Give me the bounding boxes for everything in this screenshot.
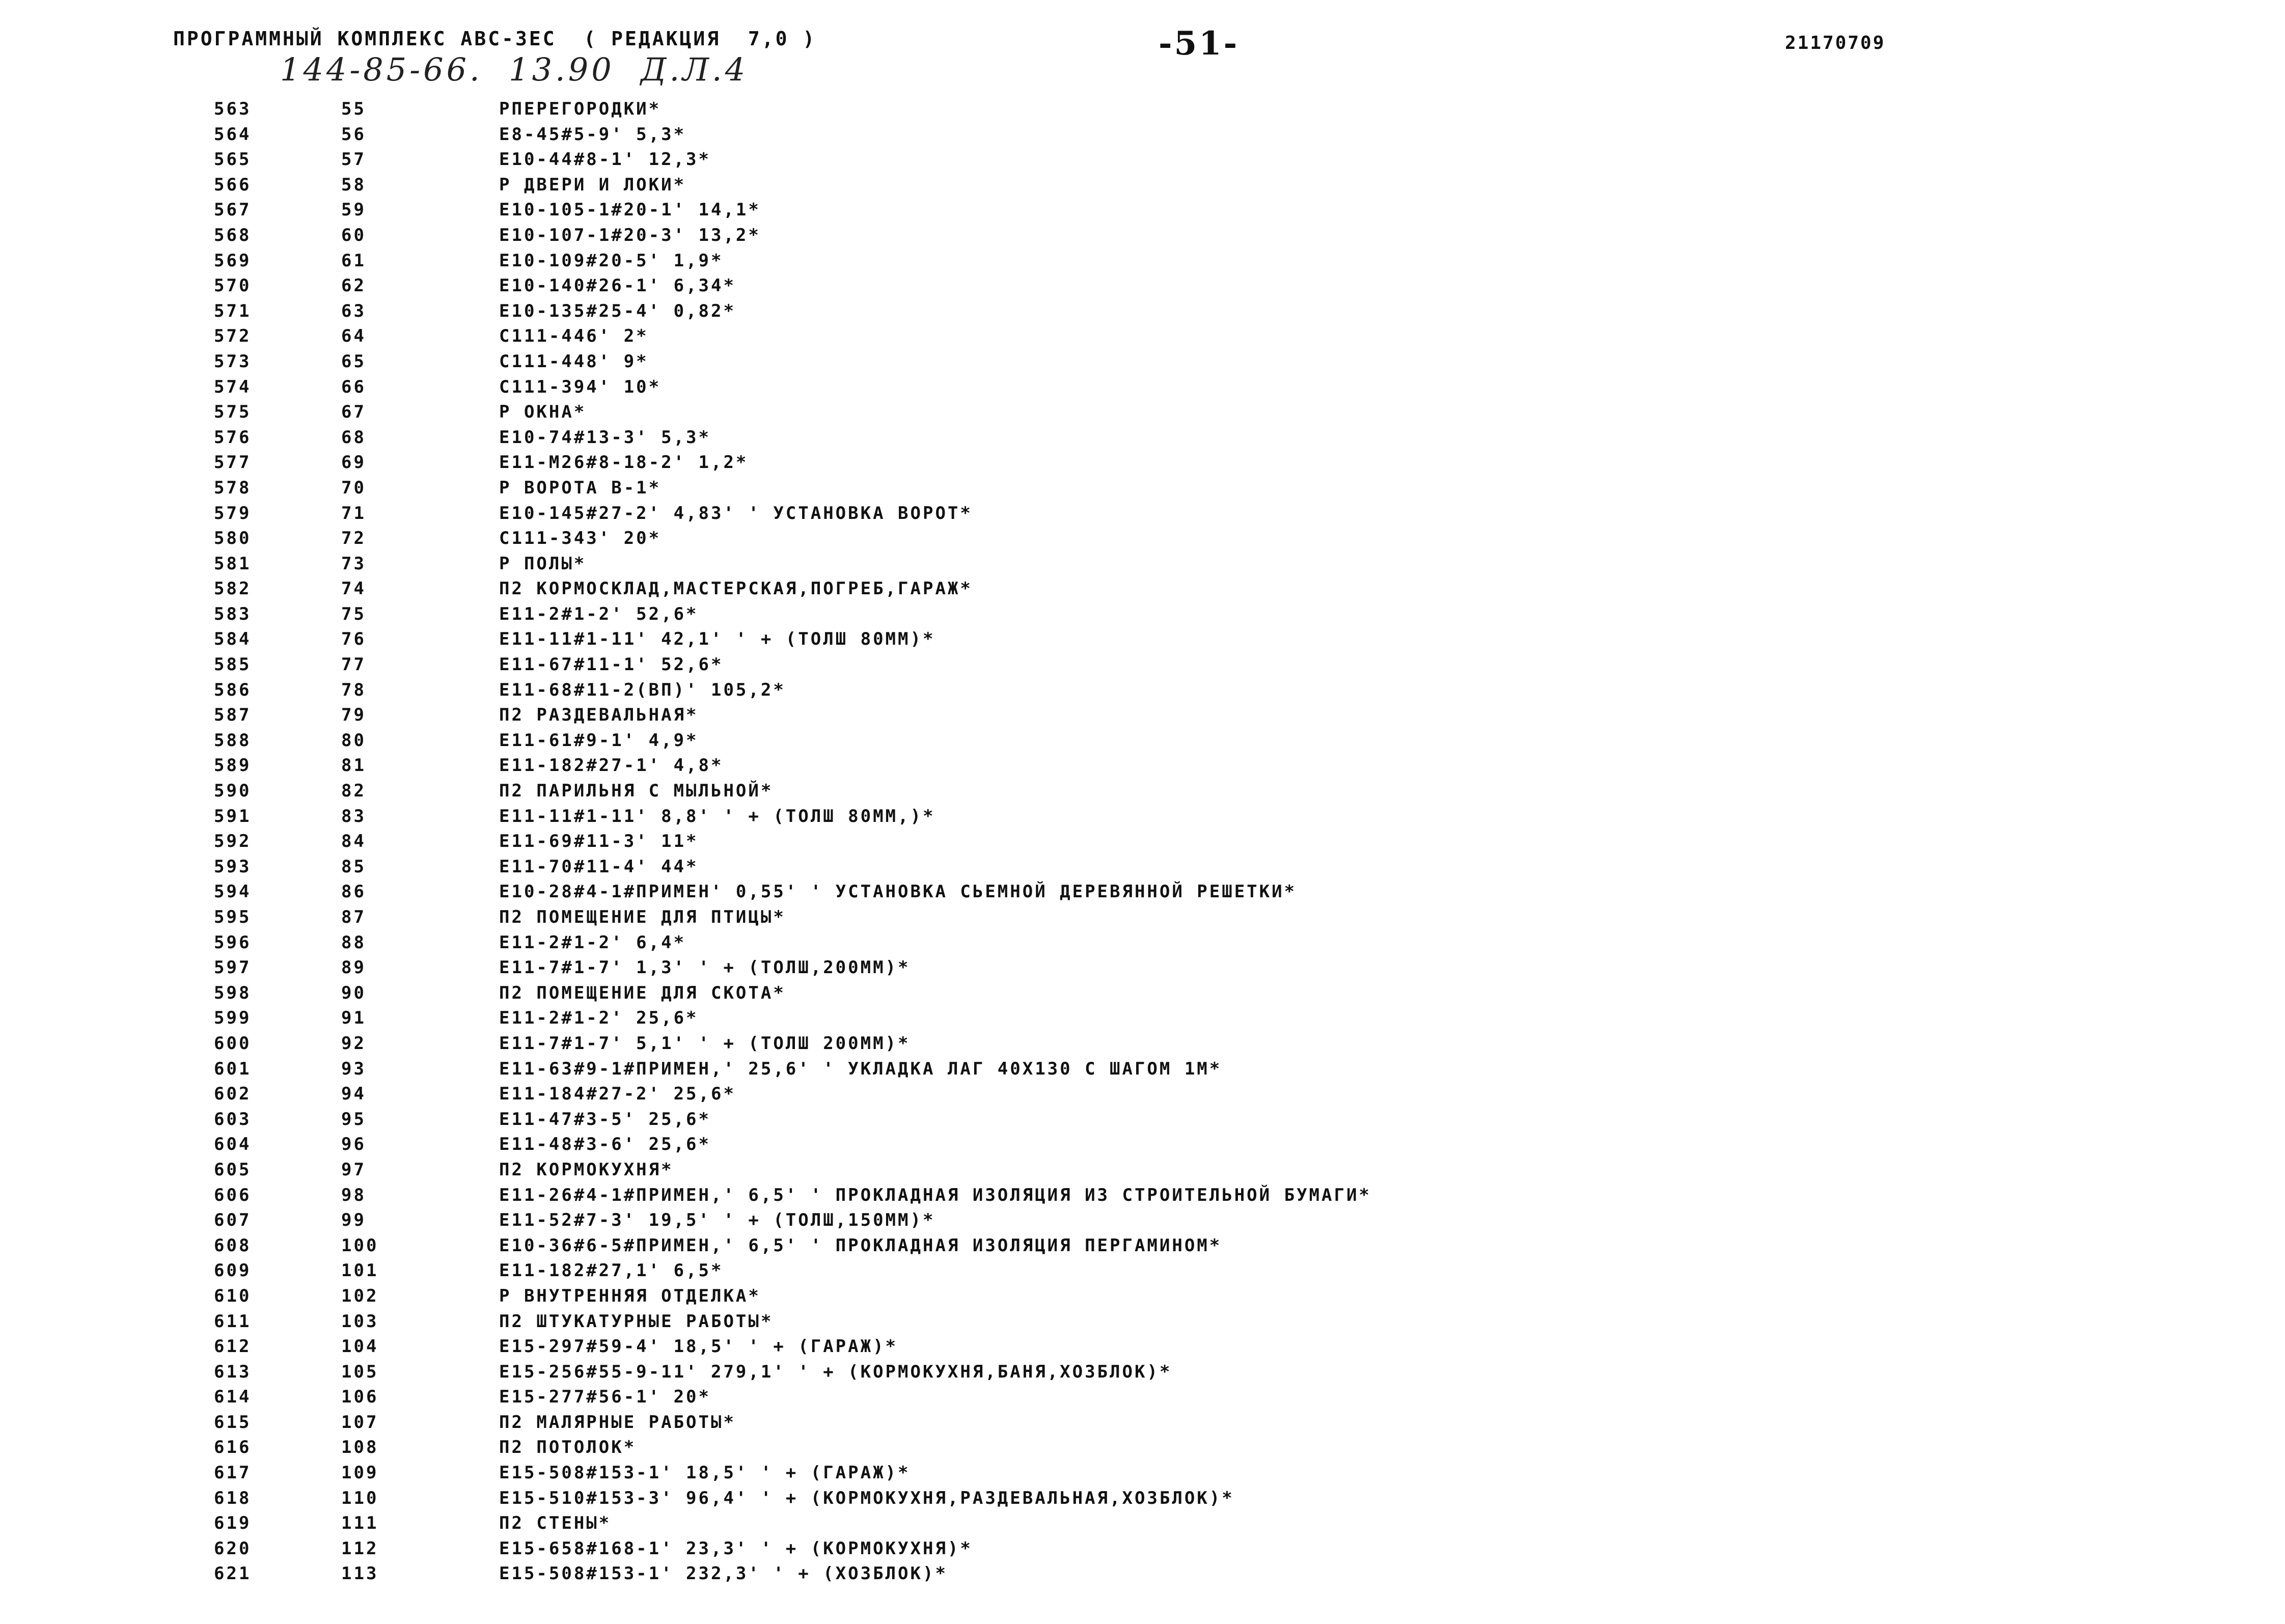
listing-row <box>214 1561 2149 1587</box>
listing-row <box>214 1486 2149 1511</box>
line-sequence-number: 585 <box>214 654 252 675</box>
item-number: 63 <box>341 300 366 321</box>
item-text: Р ВНУТРЕННЯЯ ОТДЕЛКА* <box>499 1285 761 1306</box>
item-number: 69 <box>341 452 366 473</box>
item-text: С111-448' 9* <box>499 351 649 372</box>
item-number: 57 <box>341 149 366 170</box>
item-text: Е11-61#9-1' 4,9* <box>499 730 699 751</box>
item-number: 74 <box>341 579 366 599</box>
line-sequence-number: 596 <box>214 932 252 953</box>
line-sequence-number: 598 <box>214 982 252 1003</box>
listing-row <box>214 1410 2149 1436</box>
item-text: Е11-67#11-1' 52,6* <box>499 654 724 675</box>
line-sequence-number: 580 <box>214 528 252 549</box>
line-sequence-number: 621 <box>214 1563 252 1584</box>
item-text: Е10-105-1#20-1' 14,1* <box>499 200 761 221</box>
item-text: Е11-182#27-1' 4,8* <box>499 755 724 776</box>
listing-row <box>214 1006 2149 1031</box>
item-number: 108 <box>341 1437 379 1458</box>
listing-row <box>214 855 2149 880</box>
listing-row <box>214 930 2149 956</box>
line-sequence-number: 576 <box>214 427 252 448</box>
listing-row <box>214 703 2149 728</box>
listing-row <box>214 97 2149 122</box>
item-text: Е11-26#4-1#ПРИМЕН,' 6,5' ' ПРОКЛАДНАЯ ИЗОЛЯЦИЯ ИЗ СТРОИТЕЛЬНОЙ БУМАГИ* <box>499 1185 1371 1205</box>
item-number: 75 <box>341 603 366 624</box>
item-number: 64 <box>341 326 366 347</box>
item-text: Р ПОЛЫ* <box>499 553 587 574</box>
line-sequence-number: 581 <box>214 553 252 574</box>
line-sequence-number: 605 <box>214 1159 252 1180</box>
listing-row <box>214 526 2149 552</box>
estimate-listing <box>214 97 2149 1587</box>
item-number: 111 <box>341 1513 379 1534</box>
item-number: 113 <box>341 1563 379 1584</box>
listing-row <box>214 879 2149 905</box>
line-sequence-number: 578 <box>214 477 252 498</box>
item-text: П2 ПОМЕЩЕНИЕ ДЛЯ ПТИЦЫ* <box>499 907 786 927</box>
line-sequence-number: 573 <box>214 351 252 372</box>
item-number: 81 <box>341 755 366 776</box>
line-sequence-number: 609 <box>214 1260 252 1281</box>
line-sequence-number: 570 <box>214 276 252 296</box>
listing-row <box>214 753 2149 779</box>
listing-row <box>214 955 2149 981</box>
item-text: Е10-28#4-1#ПРИМЕН' 0,55' ' УСТАНОВКА СЬЕМНОЙ ДЕРЕВЯННОЙ РЕШЕТКИ* <box>499 882 1297 902</box>
listing-row <box>214 1258 2149 1284</box>
item-number: 65 <box>341 351 366 372</box>
listing-row <box>214 1309 2149 1335</box>
item-number: 86 <box>341 882 366 902</box>
page-header <box>173 24 1956 91</box>
line-sequence-number: 608 <box>214 1235 252 1256</box>
line-sequence-number: 589 <box>214 755 252 776</box>
listing-row <box>214 223 2149 249</box>
item-text: Е11-7#1-7' 5,1' ' + (ТОЛШ 200ММ)* <box>499 1033 911 1054</box>
item-text: Е11-184#27-2' 25,6* <box>499 1084 736 1105</box>
item-number: 92 <box>341 1033 366 1054</box>
item-number: 99 <box>341 1210 366 1231</box>
line-sequence-number: 583 <box>214 603 252 624</box>
line-sequence-number: 571 <box>214 300 252 321</box>
item-text: Е10-36#6-5#ПРИМЕН,' 6,5' ' ПРОКЛАДНАЯ ИЗОЛЯЦИЯ ПЕРГАМИНОМ* <box>499 1235 1222 1256</box>
item-text: РПЕРЕГОРОДКИ* <box>499 99 662 119</box>
item-number: 67 <box>341 402 366 423</box>
item-text: П2 КОРМОСКЛАД,МАСТЕРСКАЯ,ПОГРЕБ,ГАРАЖ* <box>499 579 973 599</box>
item-text: Е11-63#9-1#ПРИМЕН,' 25,6' ' УКЛАДКА ЛАГ 40Х130 С ШАГОМ 1М* <box>499 1058 1222 1079</box>
listing-row <box>214 375 2149 400</box>
line-sequence-number: 569 <box>214 250 252 271</box>
item-number: 95 <box>341 1109 366 1130</box>
listing-row <box>214 122 2149 148</box>
item-number: 100 <box>341 1235 379 1256</box>
listing-row <box>214 476 2149 501</box>
item-number: 97 <box>341 1159 366 1180</box>
line-sequence-number: 601 <box>214 1058 252 1079</box>
line-sequence-number: 599 <box>214 1008 252 1029</box>
item-number: 88 <box>341 932 366 953</box>
item-number: 103 <box>341 1311 379 1332</box>
line-sequence-number: 565 <box>214 149 252 170</box>
item-number: 104 <box>341 1336 379 1357</box>
listing-row <box>214 1132 2149 1158</box>
item-number: 76 <box>341 629 366 650</box>
item-number: 71 <box>341 503 366 524</box>
listing-row <box>214 324 2149 349</box>
item-number: 77 <box>341 654 366 675</box>
item-text: Е10-44#8-1' 12,3* <box>499 149 711 170</box>
item-text: П2 ПОМЕЩЕНИЕ ДЛЯ СКОТА* <box>499 982 786 1003</box>
item-text: Е15-508#153-1' 18,5' ' + (ГАРАЖ)* <box>499 1463 911 1483</box>
item-number: 101 <box>341 1260 379 1281</box>
listing-row <box>214 198 2149 223</box>
item-number: 59 <box>341 200 366 221</box>
line-sequence-number: 563 <box>214 99 252 119</box>
item-text: Е15-658#168-1' 23,3' ' + (КОРМОКУХНЯ)* <box>499 1538 973 1559</box>
listing-row <box>214 173 2149 198</box>
line-sequence-number: 579 <box>214 503 252 524</box>
item-number: 79 <box>341 705 366 726</box>
listing-row <box>214 905 2149 930</box>
line-sequence-number: 607 <box>214 1210 252 1231</box>
line-sequence-number: 588 <box>214 730 252 751</box>
item-text: Е15-277#56-1' 20* <box>499 1387 711 1408</box>
item-number: 66 <box>341 376 366 397</box>
listing-row <box>214 1158 2149 1183</box>
item-text: Е11-47#3-5' 25,6* <box>499 1109 711 1130</box>
item-text: Е10-109#20-5' 1,9* <box>499 250 724 271</box>
listing-row <box>214 1435 2149 1461</box>
item-text: Е11-52#7-3' 19,5' ' + (ТОЛШ,150ММ)* <box>499 1210 935 1231</box>
item-text: Е11-2#1-2' 6,4* <box>499 932 686 953</box>
item-number: 78 <box>341 679 366 700</box>
item-number: 80 <box>341 730 366 751</box>
item-number: 91 <box>341 1008 366 1029</box>
item-text: Е11-М26#8-18-2' 1,2* <box>499 452 749 473</box>
line-sequence-number: 619 <box>214 1513 252 1534</box>
listing-row <box>214 501 2149 527</box>
item-text: Е15-508#153-1' 232,3' ' + (ХОЗБЛОК)* <box>499 1563 948 1584</box>
listing-row <box>214 804 2149 830</box>
listing-row <box>214 273 2149 299</box>
item-text: П2 ПОТОЛОК* <box>499 1437 637 1458</box>
item-number: 109 <box>341 1463 379 1483</box>
line-sequence-number: 597 <box>214 957 252 978</box>
item-text: Е11-70#11-4' 44* <box>499 856 699 877</box>
handwritten-note: 144-85-66. 13.90 Д.Л.4 <box>280 51 749 88</box>
line-sequence-number: 587 <box>214 705 252 726</box>
item-text: Е10-74#13-3' 5,3* <box>499 427 711 448</box>
listing-row <box>214 1461 2149 1486</box>
item-number: 73 <box>341 553 366 574</box>
item-text: Е11-69#11-3' 11* <box>499 831 699 852</box>
line-sequence-number: 577 <box>214 452 252 473</box>
listing-row <box>214 652 2149 678</box>
listing-row <box>214 1334 2149 1360</box>
line-sequence-number: 564 <box>214 124 252 145</box>
item-text: П2 ШТУКАТУРНЫЕ РАБОТЫ* <box>499 1311 774 1332</box>
line-sequence-number: 616 <box>214 1437 252 1458</box>
item-text: Е11-182#27,1' 6,5* <box>499 1260 724 1281</box>
line-sequence-number: 575 <box>214 402 252 423</box>
listing-row <box>214 425 2149 451</box>
item-number: 94 <box>341 1084 366 1105</box>
item-text: П2 ПАРИЛЬНЯ С МЫЛЬНОЙ* <box>499 781 774 802</box>
listing-row <box>214 450 2149 476</box>
item-number: 102 <box>341 1285 379 1306</box>
item-text: Е11-48#3-6' 25,6* <box>499 1134 711 1155</box>
listing-row <box>214 1385 2149 1410</box>
line-sequence-number: 611 <box>214 1311 252 1332</box>
item-number: 62 <box>341 276 366 296</box>
item-number: 110 <box>341 1488 379 1508</box>
item-text: П2 МАЛЯРНЫЕ РАБОТЫ* <box>499 1412 736 1433</box>
listing-row <box>214 1284 2149 1309</box>
listing-row <box>214 1183 2149 1208</box>
item-number: 56 <box>341 124 366 145</box>
listing-row <box>214 400 2149 425</box>
item-text: С111-343' 20* <box>499 528 662 549</box>
item-text: Е11-11#1-11' 8,8' ' + (ТОЛШ 80ММ,)* <box>499 806 935 827</box>
listing-row <box>214 249 2149 274</box>
line-sequence-number: 613 <box>214 1361 252 1382</box>
item-text: Е15-256#55-9-11' 279,1' ' + (КОРМОКУХНЯ,БАНЯ,ХОЗБЛОК)* <box>499 1361 1172 1382</box>
item-text: Е10-145#27-2' 4,83' ' УСТАНОВКА ВОРОТ* <box>499 503 973 524</box>
listing-row <box>214 147 2149 173</box>
document-code: 21170709 <box>1785 33 1886 53</box>
line-sequence-number: 566 <box>214 174 252 195</box>
item-number: 107 <box>341 1412 379 1433</box>
item-text: С111-394' 10* <box>499 376 662 397</box>
item-text: Е10-107-1#20-3' 13,2* <box>499 225 761 245</box>
item-text: Е11-2#1-2' 25,6* <box>499 1008 699 1029</box>
item-text: Е15-510#153-3' 96,4' ' + (КОРМОКУХНЯ,РАЗДЕВАЛЬНАЯ,ХОЗБЛОК)* <box>499 1488 1234 1508</box>
item-text: П2 СТЕНЫ* <box>499 1513 612 1534</box>
item-number: 90 <box>341 982 366 1003</box>
item-text: Е10-140#26-1' 6,34* <box>499 276 736 296</box>
item-number: 72 <box>341 528 366 549</box>
listing-row <box>214 349 2149 375</box>
line-sequence-number: 602 <box>214 1084 252 1105</box>
listing-row <box>214 1536 2149 1562</box>
item-text: Е15-297#59-4' 18,5' ' + (ГАРАЖ)* <box>499 1336 898 1357</box>
listing-row <box>214 1208 2149 1233</box>
line-sequence-number: 586 <box>214 679 252 700</box>
item-number: 85 <box>341 856 366 877</box>
item-number: 83 <box>341 806 366 827</box>
listing-row <box>214 779 2149 804</box>
listing-row <box>214 602 2149 627</box>
item-number: 87 <box>341 907 366 927</box>
item-number: 58 <box>341 174 366 195</box>
item-text: Е11-2#1-2' 52,6* <box>499 603 699 624</box>
item-text: Р ОКНА* <box>499 402 587 423</box>
line-sequence-number: 614 <box>214 1387 252 1408</box>
listing-row <box>214 552 2149 577</box>
line-sequence-number: 618 <box>214 1488 252 1508</box>
item-text: П2 КОРМОКУХНЯ* <box>499 1159 674 1180</box>
listing-row <box>214 1082 2149 1107</box>
line-sequence-number: 567 <box>214 200 252 221</box>
line-sequence-number: 600 <box>214 1033 252 1054</box>
item-text: Е11-68#11-2(ВП)' 105,2* <box>499 679 786 700</box>
item-number: 70 <box>341 477 366 498</box>
item-text: Е11-11#1-11' 42,1' ' + (ТОЛШ 80ММ)* <box>499 629 935 650</box>
line-sequence-number: 594 <box>214 882 252 902</box>
listing-row <box>214 1233 2149 1259</box>
item-text: С111-446' 2* <box>499 326 649 347</box>
line-sequence-number: 612 <box>214 1336 252 1357</box>
line-sequence-number: 604 <box>214 1134 252 1155</box>
line-sequence-number: 574 <box>214 376 252 397</box>
line-sequence-number: 568 <box>214 225 252 245</box>
item-number: 96 <box>341 1134 366 1155</box>
listing-row <box>214 1511 2149 1536</box>
listing-row <box>214 829 2149 855</box>
listing-row <box>214 1057 2149 1082</box>
line-sequence-number: 590 <box>214 781 252 802</box>
item-text: Е11-7#1-7' 1,3' ' + (ТОЛШ,200ММ)* <box>499 957 911 978</box>
item-number: 55 <box>341 99 366 119</box>
listing-row <box>214 1031 2149 1057</box>
item-text: Е8-45#5-9' 5,3* <box>499 124 686 145</box>
line-sequence-number: 572 <box>214 326 252 347</box>
item-number: 89 <box>341 957 366 978</box>
line-sequence-number: 584 <box>214 629 252 650</box>
line-sequence-number: 591 <box>214 806 252 827</box>
line-sequence-number: 617 <box>214 1463 252 1483</box>
listing-row <box>214 1107 2149 1133</box>
item-text: П2 РАЗДЕВАЛЬНАЯ* <box>499 705 699 726</box>
page-number: -51- <box>1159 24 1240 63</box>
item-number: 84 <box>341 831 366 852</box>
item-text: Р ДВЕРИ И ЛОКИ* <box>499 174 686 195</box>
item-number: 60 <box>341 225 366 245</box>
item-number: 106 <box>341 1387 379 1408</box>
item-number: 68 <box>341 427 366 448</box>
item-number: 105 <box>341 1361 379 1382</box>
line-sequence-number: 592 <box>214 831 252 852</box>
item-number: 61 <box>341 250 366 271</box>
item-number: 112 <box>341 1538 379 1559</box>
item-number: 82 <box>341 781 366 802</box>
listing-row <box>214 1360 2149 1385</box>
line-sequence-number: 615 <box>214 1412 252 1433</box>
line-sequence-number: 603 <box>214 1109 252 1130</box>
line-sequence-number: 606 <box>214 1185 252 1205</box>
line-sequence-number: 582 <box>214 579 252 599</box>
line-sequence-number: 593 <box>214 856 252 877</box>
listing-row <box>214 981 2149 1006</box>
item-text: Е10-135#25-4' 0,82* <box>499 300 736 321</box>
line-sequence-number: 595 <box>214 907 252 927</box>
line-sequence-number: 610 <box>214 1285 252 1306</box>
listing-row <box>214 299 2149 324</box>
listing-row <box>214 576 2149 602</box>
listing-row <box>214 728 2149 754</box>
program-title: ПРОГРАММНЫЙ КОМПЛЕКС АВС-3ЕС ( РЕДАКЦИЯ 7,0 ) <box>173 27 817 50</box>
line-sequence-number: 620 <box>214 1538 252 1559</box>
listing-row <box>214 627 2149 652</box>
item-number: 93 <box>341 1058 366 1079</box>
listing-row <box>214 678 2149 703</box>
item-text: Р ВОРОТА В-1* <box>499 477 662 498</box>
item-number: 98 <box>341 1185 366 1205</box>
